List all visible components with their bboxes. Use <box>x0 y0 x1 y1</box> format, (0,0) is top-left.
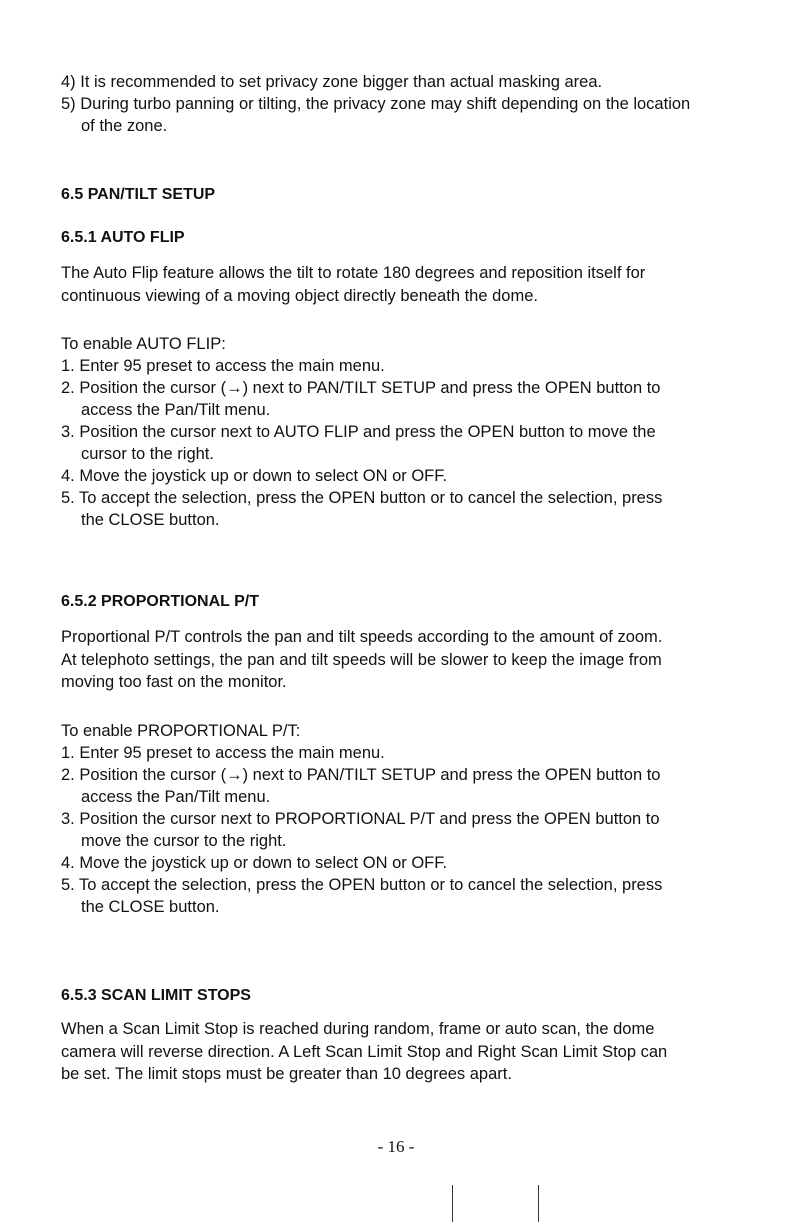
description-line: Proportional P/T controls the pan and tilt speeds according to the amount of zoom. <box>61 628 663 646</box>
section-6-5-3-title: 6.5.3 SCAN LIMIT STOPS <box>61 987 251 1004</box>
description-line: At telephoto settings, the pan and tilt speeds will be slower to keep the image from <box>61 650 662 669</box>
section-6-5-title: 6.5 PAN/TILT SETUP <box>61 186 216 203</box>
step-2-cont: access the Pan/Tilt menu. <box>81 401 271 419</box>
note-4: 4) It is recommended to set privacy zone bigger than actual masking area. <box>61 73 603 91</box>
step-4: 4. Move the joystick up or down to select ON or OFF. <box>61 854 448 872</box>
step-5: 5. To accept the selection, press the OPEN button or to cancel the selection, press <box>61 876 663 894</box>
scan-limit-description <box>61 1018 772 1086</box>
step-2: 2. Position the cursor (→) next to PAN/TILT SETUP and press the OPEN button to <box>61 766 661 784</box>
section-6-5-2-title: 6.5.2 PROPORTIONAL P/T <box>61 593 259 610</box>
step-1: 1. Enter 95 preset to access the main menu. <box>61 357 385 375</box>
description-line: be set. The limit stops must be greater than 10 degrees apart. <box>61 1065 512 1083</box>
auto-flip-steps <box>61 333 772 531</box>
step-3: 3. Position the cursor next to PROPORTIONAL P/T and press the OPEN button to <box>61 810 660 828</box>
auto-flip-description <box>61 262 772 307</box>
section-6-5-1-title: 6.5.1 AUTO FLIP <box>61 229 185 246</box>
step-2-cont: access the Pan/Tilt menu. <box>81 788 271 806</box>
description-line: moving too fast on the monitor. <box>61 673 287 691</box>
step-1: 1. Enter 95 preset to access the main menu. <box>61 744 385 762</box>
description-line: When a Scan Limit Stop is reached during random, frame or auto scan, the dome <box>61 1020 655 1038</box>
note-5-cont: of the zone. <box>81 117 168 135</box>
description-line: continuous viewing of a moving object directly beneath the dome. <box>61 286 538 305</box>
page-number: - 16 - <box>377 1137 415 1156</box>
note-5: 5) During turbo panning or tilting, the privacy zone may shift depending on the location <box>61 95 691 113</box>
description-line: camera will reverse direction. A Left Scan Limit Stop and Right Scan Limit Stop can <box>61 1042 668 1061</box>
scan-artifact-line <box>452 1185 453 1222</box>
step-3-cont: move the cursor to the right. <box>81 832 287 850</box>
step-4: 4. Move the joystick up or down to select ON or OFF. <box>61 467 448 485</box>
scan-artifact-line <box>538 1185 539 1222</box>
notes-list <box>61 71 772 137</box>
proportional-pt-description <box>61 626 772 694</box>
step-5-cont: the CLOSE button. <box>81 898 220 916</box>
description-line: The Auto Flip feature allows the tilt to rotate 180 degrees and reposition itself for <box>61 264 646 282</box>
step-5-cont: the CLOSE button. <box>81 511 220 529</box>
step-2: 2. Position the cursor (→) next to PAN/TILT SETUP and press the OPEN button to <box>61 379 661 397</box>
step-3: 3. Position the cursor next to AUTO FLIP and press the OPEN button to move the <box>61 423 656 441</box>
proportional-pt-steps <box>61 720 772 918</box>
step-3-cont: cursor to the right. <box>81 445 214 463</box>
steps-intro: To enable PROPORTIONAL P/T: <box>61 722 301 740</box>
step-5: 5. To accept the selection, press the OPEN button or to cancel the selection, press <box>61 489 663 507</box>
steps-intro: To enable AUTO FLIP: <box>61 335 226 353</box>
